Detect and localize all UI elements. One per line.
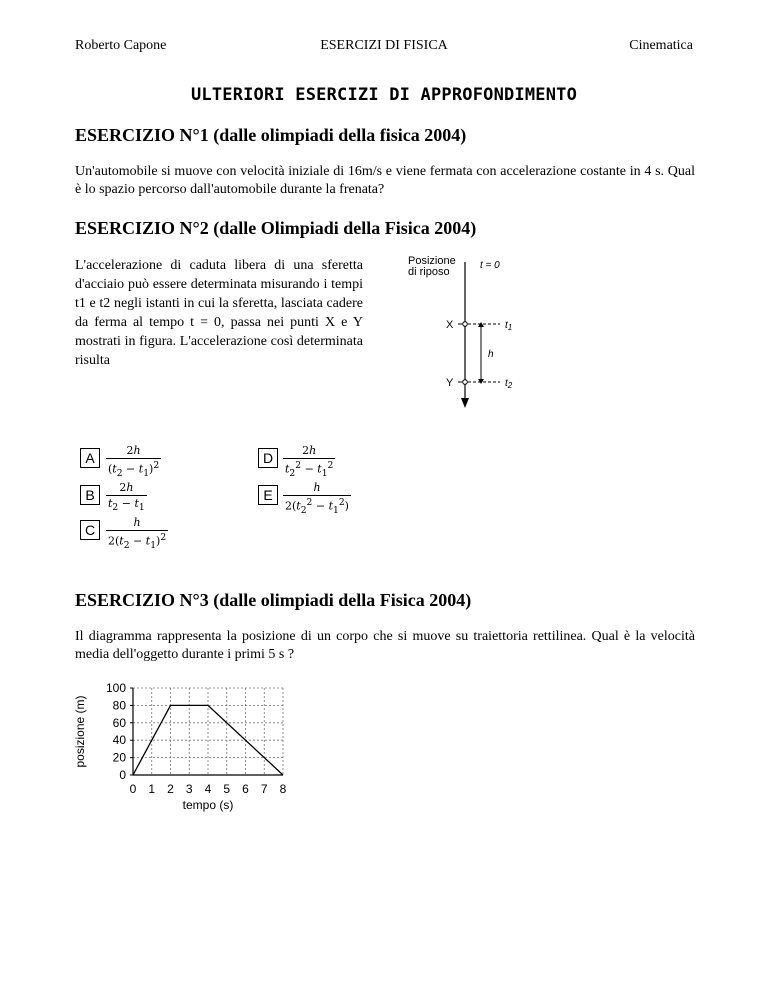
y-tick-label: 20	[112, 750, 126, 765]
free-fall-figure	[400, 250, 530, 415]
option-a-box[interactable]: A	[80, 448, 100, 468]
ex3-text: Il diagramma rappresenta la posizione di un corpo che si muove su traiettoria rettilinea. Qual è la velocità media dell'oggetto durante i primi 5 s ?	[75, 629, 695, 662]
t2-label: $t_2$	[505, 378, 513, 390]
y-axis-label: posizione (m)	[73, 695, 87, 768]
option-e-formula: $\frac{h}{2(t_2^2 - t_1^2)}$	[285, 481, 349, 516]
x-tick-label: 1	[148, 782, 156, 796]
point-x-marker	[463, 322, 468, 327]
ex1-text: Un'automobile si muove con velocità iniziale di 16m/s e viene fermata con accelerazione costante in 4 s. Qual è lo spazio percorso dall'automobile durante la frenata?	[75, 164, 695, 197]
x-tick-label: 4	[204, 782, 212, 796]
option-d-box[interactable]: D	[258, 448, 278, 468]
option-b-box[interactable]: B	[80, 485, 100, 505]
header-subject: ESERCIZI DI FISICA	[320, 38, 448, 53]
x-axis-label: tempo (s)	[182, 798, 234, 812]
x-tick-label: 3	[185, 782, 193, 796]
ex2-heading: ESERCIZIO N°2 (dalle Olimpiadi della Fisica 2004)	[75, 218, 477, 238]
option-c-formula: $\frac{h}{2(t_2 - t_1)^2}$	[108, 516, 167, 551]
option-e-box[interactable]: E	[258, 485, 278, 505]
y-tick-label: 40	[112, 733, 126, 748]
h-label: h	[488, 349, 494, 360]
y-tick-label: 0	[119, 768, 126, 782]
ex3-heading: ESERCIZIO N°3 (dalle olimpiadi della Fisica 2004)	[75, 590, 472, 610]
y-tick-label: 100	[105, 681, 126, 695]
fall-arrow	[461, 398, 469, 408]
rest-label-1: Posizione	[408, 255, 456, 267]
rest-label-2: di riposo	[408, 266, 450, 278]
x-tick-label: 7	[260, 782, 268, 796]
y-tick-label: 80	[112, 698, 126, 713]
x-tick-label: 2	[167, 782, 174, 796]
option-c-box[interactable]: C	[80, 520, 100, 540]
x-tick-label: 0	[129, 782, 137, 796]
t0-label: t = 0	[480, 260, 500, 271]
x-tick-label: 6	[242, 782, 249, 796]
y-tick-label: 60	[112, 715, 126, 730]
ex1-heading: ESERCIZIO N°1 (dalle olimpiadi della fisica 2004)	[75, 125, 467, 145]
option-a-formula: $\frac{2h}{(t_2 - t_1)^2}$	[108, 444, 160, 479]
option-d-formula: $\frac{2h}{t_2^2 - t_1^2}$	[285, 444, 334, 479]
point-y-marker	[463, 380, 468, 385]
position-time-chart	[70, 675, 310, 825]
option-b-formula: $\frac{2h}{t_2 - t_1}$	[108, 481, 145, 514]
page-title: ULTERIORI ESERCIZI DI APPROFONDIMENTO	[190, 85, 578, 105]
x-tick-label: 8	[279, 782, 287, 796]
x-label: X	[446, 319, 454, 331]
header-topic: Cinematica	[629, 38, 693, 53]
y-label: Y	[446, 377, 454, 389]
header-author: Roberto Capone	[75, 38, 167, 53]
t1-label: $t_1$	[505, 320, 513, 332]
ex2-text: L'accelerazione di caduta libera di una sferetta d'acciaio può essere determinata misurando i tempi t1 e t2 negli istanti in cui la sferetta, lasciata cadere da ferma al tempo t = 0, passa nei punti X e Y mostrati in figura. L'accelerazione così determinata risulta	[75, 258, 363, 368]
x-tick-label: 5	[223, 782, 231, 796]
